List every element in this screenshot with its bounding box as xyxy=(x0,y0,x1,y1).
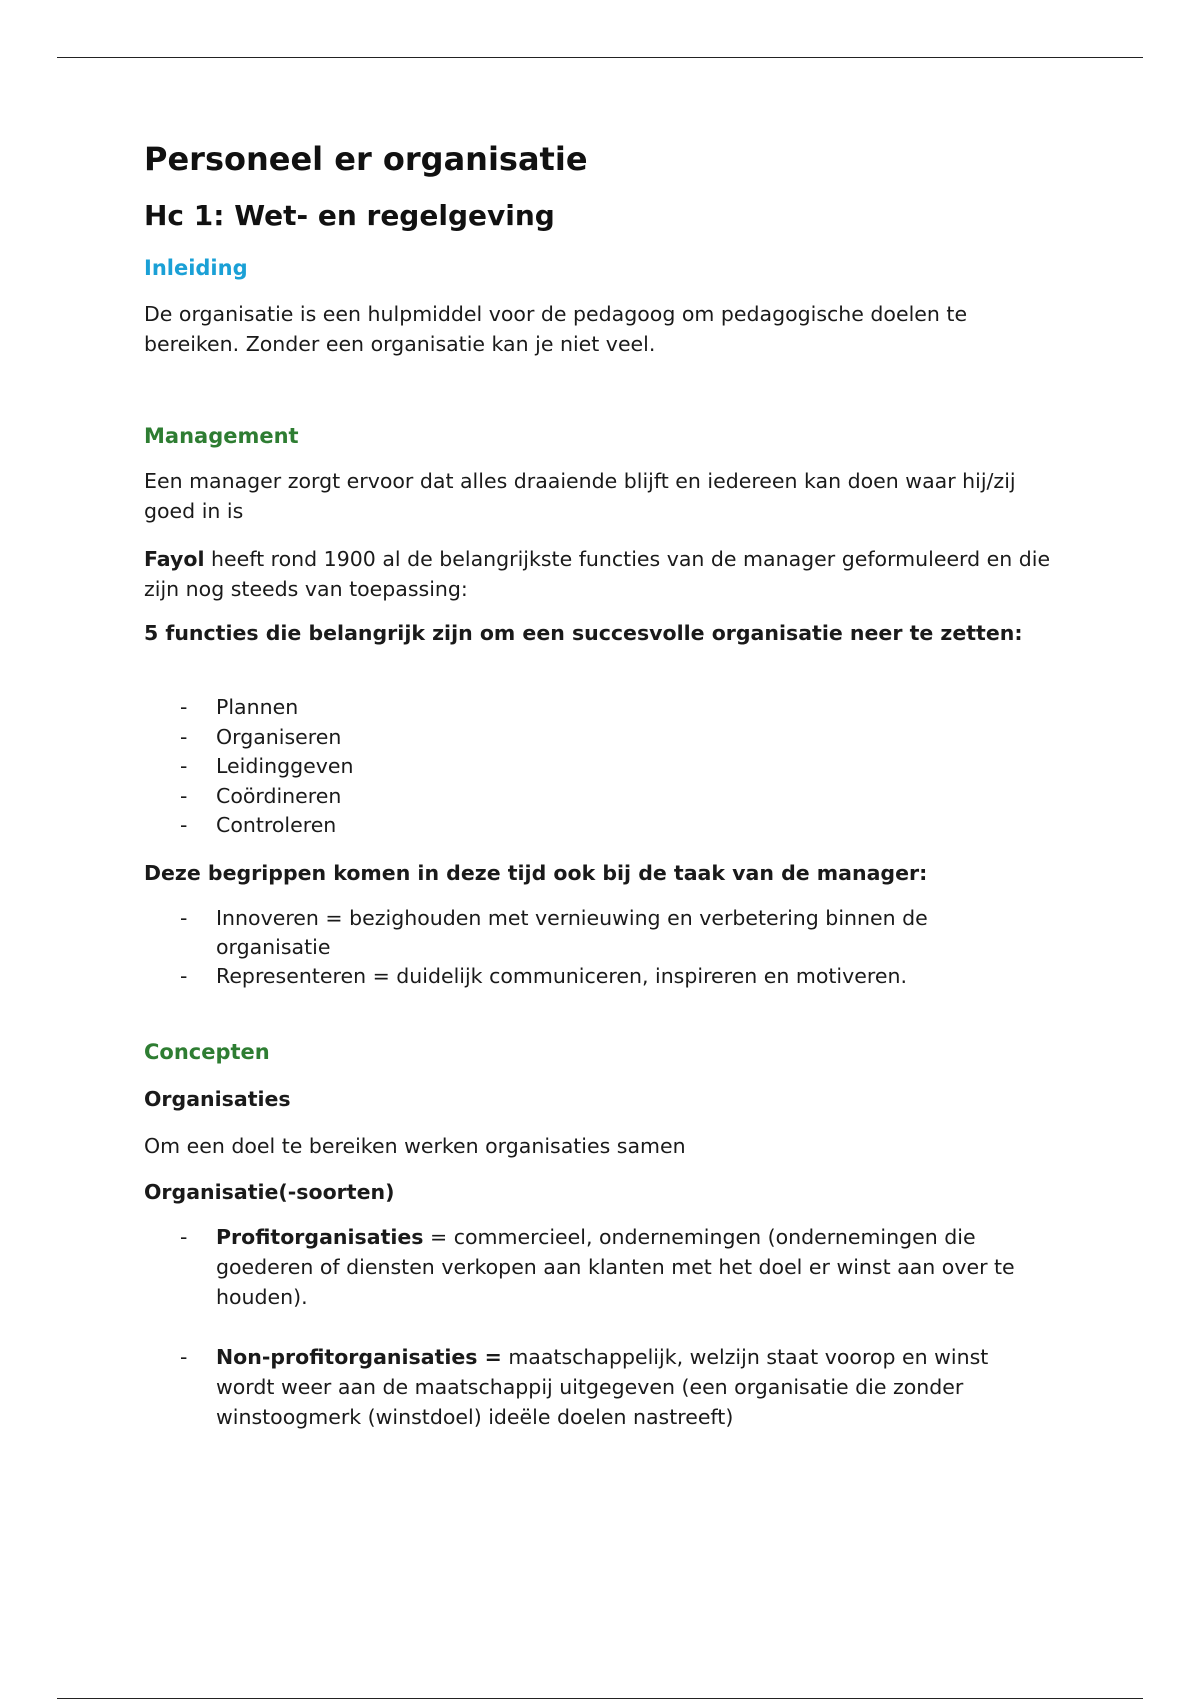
list-item: - Representeren = duidelijk communiceren, inspireren en motiveren. xyxy=(180,964,907,988)
list-item: - Controleren xyxy=(180,813,337,837)
list-item: - Plannen xyxy=(180,695,299,719)
fayol-paragraph xyxy=(144,544,1064,604)
functions-list xyxy=(144,693,1044,841)
list-item: - Organiseren xyxy=(180,724,342,749)
functions-heading: 5 functies die belangrijk zijn om een succesvolle organisatie neer te zetten: xyxy=(144,621,1023,645)
fayol-name: Fayol xyxy=(144,547,205,571)
section-heading-inleiding: Inleiding xyxy=(144,256,248,280)
list-item: - Leidinggeven xyxy=(180,754,354,778)
section-heading-concepten: Concepten xyxy=(144,1040,270,1064)
fayol-text: heeft rond 1900 al de belangrijkste functies van de manager geformuleerd en die zijn nog steeds van toepassing: xyxy=(144,547,1051,601)
soorten-list xyxy=(144,1222,1044,1432)
management-paragraph: Een manager zorgt ervoor dat alles draaiende blijft en iedereen kan doen waar hij/zij goed in is xyxy=(144,469,1016,523)
list-item: - Innoveren = bezighouden met vernieuwing en verbetering binnen de organisatie xyxy=(180,906,928,959)
list-item: - Non-profitorganisaties = maatschappelijk, welzijn staat voorop en winst wordt weer aan de maatschappij uitgegeven (een organisatie die zonder winstoogmerk (winstdoel) ideële doelen nastreeft) xyxy=(180,1345,989,1429)
document-title: Personeel er organisatie xyxy=(144,140,588,178)
chapter-heading: Hc 1: Wet- en regelgeving xyxy=(144,199,555,232)
organisaties-paragraph: Om een doel te bereiken werken organisaties samen xyxy=(144,1134,686,1158)
organisaties-heading: Organisaties xyxy=(144,1087,291,1111)
top-rule xyxy=(57,57,1143,58)
soorten-heading: Organisatie(-soorten) xyxy=(144,1180,395,1204)
inleiding-paragraph: De organisatie is een hulpmiddel voor de pedagoog om pedagogische doelen te bereiken. Zonder een organisatie kan je niet veel. xyxy=(144,302,968,356)
section-heading-management: Management xyxy=(144,424,299,448)
manager-concepts-list xyxy=(144,904,1044,991)
concepts-heading: Deze begrippen komen in deze tijd ook bij de taak van de manager: xyxy=(144,861,928,885)
list-item: - Coördineren xyxy=(180,783,342,808)
list-item: - Profitorganisaties = commercieel, ondernemingen (ondernemingen die goederen of diensten verkopen aan klanten met het doel er winst aan over te houden). xyxy=(180,1225,1015,1309)
bottom-rule xyxy=(57,1698,1143,1699)
